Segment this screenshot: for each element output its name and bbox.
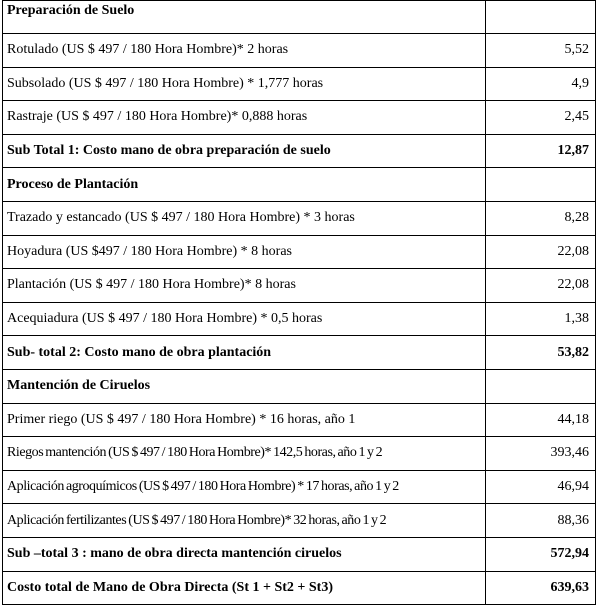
subtotal-row — [3, 336, 596, 370]
table-row — [3, 67, 596, 101]
row-label: Primer riego (US $ 497 / 180 Hora Hombre) * 16 horas, año 1 — [3, 403, 486, 437]
row-label: Sub- total 2: Costo mano de obra plantación — [3, 336, 486, 370]
row-label: Mantención de Ciruelos — [3, 369, 486, 403]
row-label: Acequiadura (US $ 497 / 180 Hora Hombre) * 0,5 horas — [3, 302, 486, 336]
row-value: 8,28 — [486, 201, 596, 235]
row-value: 639,63 — [486, 571, 596, 605]
row-label: Subsolado (US $ 497 / 180 Hora Hombre) * 1,777 horas — [3, 67, 486, 101]
row-value: 572,94 — [486, 537, 596, 571]
row-value: 22,08 — [486, 269, 596, 303]
row-value: 5,52 — [486, 34, 596, 68]
row-label: Aplicación agroquímicos (US $ 497 / 180 Hora Hombre) * 17 horas, año 1 y 2 — [3, 470, 486, 504]
subtotal-row — [3, 134, 596, 168]
row-value: 393,46 — [486, 437, 596, 471]
row-label: Rastraje (US $ 497 / 180 Hora Hombre)* 0,888 horas — [3, 101, 486, 135]
row-label: Trazado y estancado (US $ 497 / 180 Hora Hombre) * 3 horas — [3, 201, 486, 235]
total-row — [3, 571, 596, 605]
row-label: Hoyadura (US $497 / 180 Hora Hombre) * 8 horas — [3, 235, 486, 269]
section-header-row — [3, 1, 596, 34]
row-value: 44,18 — [486, 403, 596, 437]
table-row — [3, 403, 596, 437]
table-row — [3, 504, 596, 538]
row-value: 22,08 — [486, 235, 596, 269]
table-row — [3, 235, 596, 269]
row-value — [486, 369, 596, 403]
row-label: Sub –total 3 : mano de obra directa mantención ciruelos — [3, 537, 486, 571]
labor-cost-table — [2, 0, 596, 605]
row-label: Proceso de Plantación — [3, 168, 486, 202]
row-value — [486, 168, 596, 202]
row-value: 1,38 — [486, 302, 596, 336]
row-label: Plantación (US $ 497 / 180 Hora Hombre)* 8 horas — [3, 269, 486, 303]
row-label: Aplicación fertilizantes (US $ 497 / 180 Hora Hombre)* 32 horas, año 1 y 2 — [3, 504, 486, 538]
row-label: Preparación de Suelo — [3, 1, 486, 34]
row-value: 53,82 — [486, 336, 596, 370]
row-value — [486, 1, 596, 34]
table-row — [3, 101, 596, 135]
section-header-row — [3, 369, 596, 403]
table-row — [3, 302, 596, 336]
row-label: Costo total de Mano de Obra Directa (St 1 + St2 + St3) — [3, 571, 486, 605]
table-row — [3, 470, 596, 504]
row-label: Riegos mantención (US $ 497 / 180 Hora Hombre)* 142,5 horas, año 1 y 2 — [3, 437, 486, 471]
table-row — [3, 437, 596, 471]
section-header-row — [3, 168, 596, 202]
row-label: Sub Total 1: Costo mano de obra preparación de suelo — [3, 134, 486, 168]
subtotal-row — [3, 537, 596, 571]
table-row — [3, 269, 596, 303]
table-row — [3, 34, 596, 68]
row-value: 2,45 — [486, 101, 596, 135]
row-label: Rotulado (US $ 497 / 180 Hora Hombre)* 2 horas — [3, 34, 486, 68]
row-value: 12,87 — [486, 134, 596, 168]
row-value: 46,94 — [486, 470, 596, 504]
table-row — [3, 201, 596, 235]
row-value: 4,9 — [486, 67, 596, 101]
row-value: 88,36 — [486, 504, 596, 538]
